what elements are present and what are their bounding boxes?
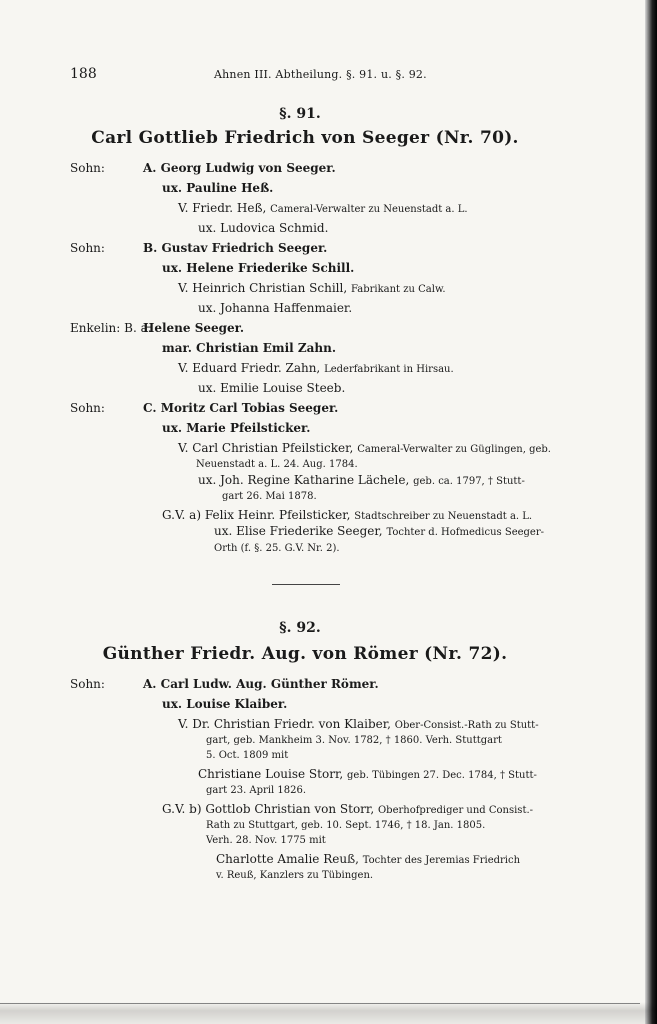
entry-text: Cameral-Verwalter zu Neuenstadt a. L. bbox=[270, 204, 468, 215]
entry-line bbox=[178, 360, 454, 378]
entry-line bbox=[206, 746, 288, 764]
entry-line bbox=[162, 696, 287, 712]
entry-text: ux. Ludovica Schmid. bbox=[198, 221, 329, 235]
section-92-title: Günther Friedr. Aug. von Römer (Nr. 72). bbox=[102, 644, 508, 664]
entry-relation-label: Sohn: bbox=[70, 401, 105, 415]
entry-text: Ober-Consist.-Rath zu Stutt- bbox=[394, 720, 539, 731]
entry-line bbox=[162, 340, 336, 356]
entry-text: v. Reuß, Kanzlers zu Tübingen. bbox=[216, 870, 374, 881]
entry-line bbox=[162, 180, 273, 196]
entry-text: V. Eduard Friedr. Zahn, bbox=[178, 361, 325, 375]
entry-text: Neuenstadt a. L. 24. Aug. 1784. bbox=[196, 459, 358, 470]
entry-text: ux. Marie Pfeilsticker. bbox=[162, 421, 311, 435]
entry-line bbox=[206, 781, 306, 799]
entry-relation-label: Sohn: bbox=[70, 241, 105, 255]
entry-text: gart 26. Mai 1878. bbox=[222, 491, 317, 502]
entry-line bbox=[216, 866, 373, 884]
section-91-title: Carl Gottlieb Friedrich von Seeger (Nr. 70). bbox=[91, 128, 519, 148]
entry-line bbox=[198, 220, 328, 236]
entry-text: Cameral-Verwalter zu Güglingen, geb. bbox=[357, 444, 551, 455]
entry-text: ux. Pauline Heß. bbox=[162, 181, 274, 195]
entry-text: Stadtschreiber zu Neuenstadt a. L. bbox=[354, 511, 533, 522]
entry-line bbox=[198, 300, 352, 316]
scan-bottom-shadow bbox=[0, 1002, 657, 1024]
entry-text: geb. ca. 1797, † Stutt- bbox=[413, 476, 525, 487]
section-92-number: §. 92. bbox=[279, 620, 321, 636]
entry-text: Tochter d. Hofmedicus Seeger- bbox=[386, 527, 545, 538]
entry-text: Helene Seeger. bbox=[143, 321, 245, 335]
entry-relation-label: Enkelin: B. a. bbox=[70, 321, 152, 335]
entry-text: ux. Elise Friederike Seeger, bbox=[214, 524, 387, 538]
entry-relation-label: Sohn: bbox=[70, 161, 105, 175]
entry-text: gart, geb. Mankheim 3. Nov. 1782, † 1860. Verh. Stuttgart bbox=[206, 735, 502, 746]
entry-text: Tochter des Jeremias Friedrich bbox=[362, 855, 521, 866]
entry-text: geb. Tübingen 27. Dec. 1784, † Stutt- bbox=[347, 770, 537, 781]
entry-text: ux. Emilie Louise Steeb. bbox=[198, 381, 346, 395]
entry-text: Christiane Louise Storr, bbox=[198, 767, 347, 781]
entry-text: B. Gustav Friedrich Seeger. bbox=[143, 241, 328, 255]
entry-line bbox=[206, 831, 326, 849]
entry-line bbox=[178, 280, 446, 298]
entry-text: Verh. 28. Nov. 1775 mit bbox=[206, 835, 326, 846]
entry-text: Rath zu Stuttgart, geb. 10. Sept. 1746, † 18. Jan. 1805. bbox=[206, 820, 486, 831]
entry-text: Fabrikant zu Calw. bbox=[350, 284, 446, 295]
running-head: Ahnen III. Abtheilung. §. 91. u. §. 92. bbox=[214, 68, 427, 81]
entry-text: ux. Johanna Haffenmaier. bbox=[198, 301, 353, 315]
entry-line bbox=[143, 160, 336, 176]
entry-line bbox=[162, 420, 310, 436]
entry-line bbox=[198, 380, 345, 396]
entry-text: Charlotte Amalie Reuß, bbox=[216, 852, 363, 866]
entry-text: ux. Helene Friederike Schill. bbox=[162, 261, 355, 275]
entry-text: V. Carl Christian Pfeilsticker, bbox=[178, 441, 358, 455]
entry-relation-label: Sohn: bbox=[70, 677, 105, 691]
entry-text: 5. Oct. 1809 mit bbox=[206, 750, 289, 761]
entry-line bbox=[143, 240, 327, 256]
entry-text: V. Friedr. Heß, bbox=[178, 201, 271, 215]
entry-text: V. Dr. Christian Friedr. von Klaiber, bbox=[178, 717, 395, 731]
page-number: 188 bbox=[70, 66, 97, 82]
entry-line bbox=[214, 539, 340, 557]
entry-text: A. Georg Ludwig von Seeger. bbox=[143, 161, 336, 175]
entry-line bbox=[143, 400, 338, 416]
entry-text: gart 23. April 1826. bbox=[206, 785, 307, 796]
section-divider bbox=[272, 584, 340, 585]
entry-line bbox=[143, 320, 244, 336]
section-91-number: §. 91. bbox=[279, 106, 321, 122]
entry-line bbox=[143, 676, 379, 692]
entry-text: V. Heinrich Christian Schill, bbox=[178, 281, 351, 295]
entry-line bbox=[162, 260, 354, 276]
scan-edge-shadow bbox=[645, 0, 657, 1024]
page-header bbox=[70, 66, 557, 86]
entry-text: Oberhofprediger und Consist.- bbox=[377, 805, 534, 816]
entry-text: G.V. b) Gottlob Christian von Storr, bbox=[162, 802, 378, 816]
entry-text: ux. Joh. Regine Katharine Lächele, bbox=[198, 473, 414, 487]
entry-text: A. Carl Ludw. Aug. Günther Römer. bbox=[143, 677, 379, 691]
entry-text: mar. Christian Emil Zahn. bbox=[162, 341, 337, 355]
entry-text: ux. Louise Klaiber. bbox=[162, 697, 288, 711]
entry-line bbox=[222, 487, 317, 505]
entry-text: C. Moritz Carl Tobias Seeger. bbox=[143, 401, 339, 415]
entry-line bbox=[196, 455, 358, 473]
entry-text: Lederfabrikant in Hirsau. bbox=[324, 364, 454, 375]
entry-line bbox=[178, 200, 468, 218]
entry-text: G.V. a) Felix Heinr. Pfeilsticker, bbox=[162, 508, 355, 522]
entry-text: Orth (f. §. 25. G.V. Nr. 2). bbox=[214, 543, 340, 554]
